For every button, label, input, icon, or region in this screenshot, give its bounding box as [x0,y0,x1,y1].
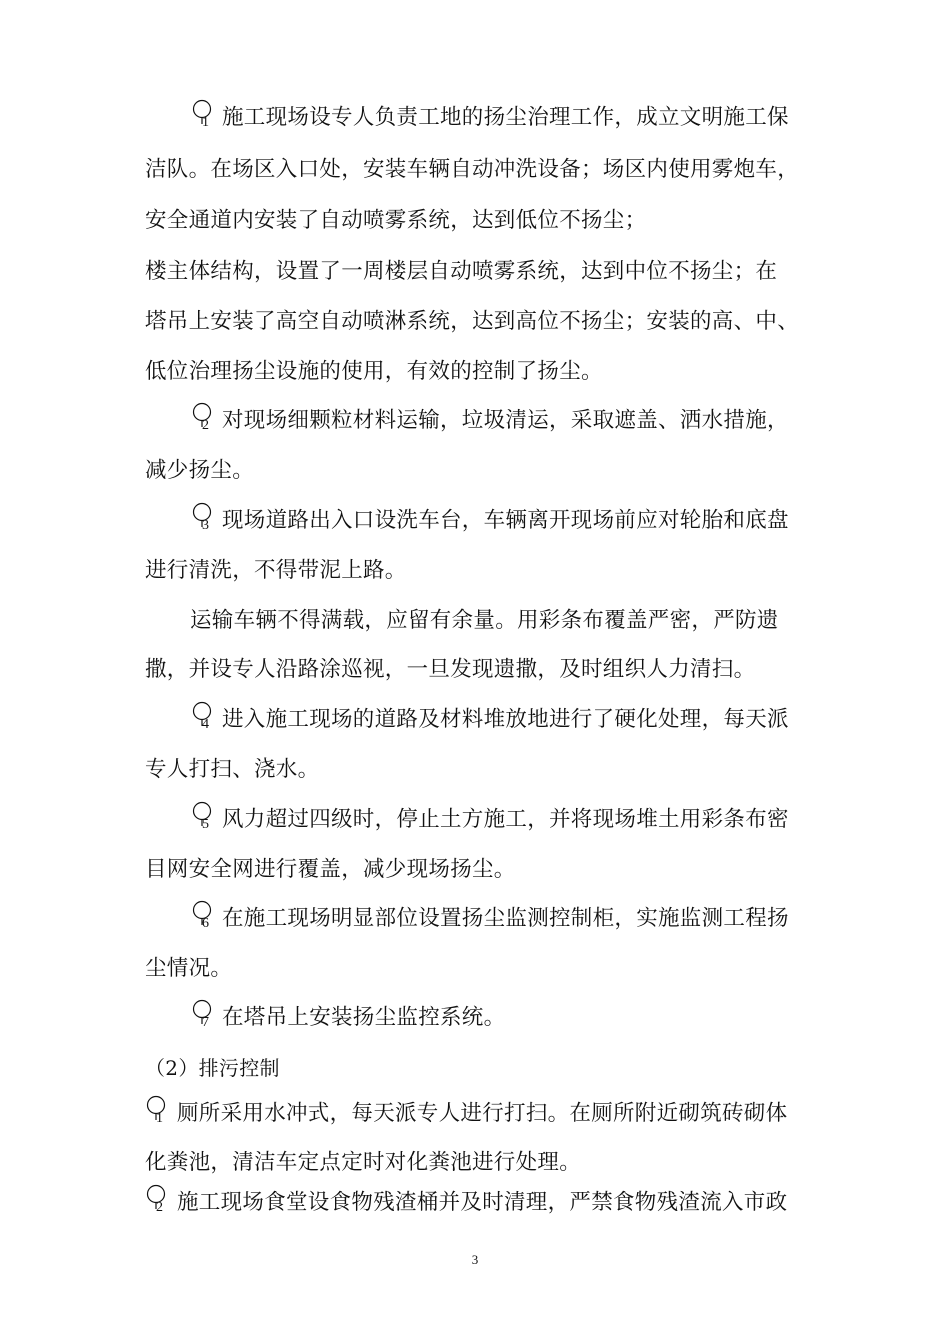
section-heading: （2）排污控制 [145,1056,280,1080]
paragraph-line: 厕所采用水冲式，每天派专人进行打扫。在厕所附近砌筑砖砌体 [177,1101,788,1126]
paragraph-line: 安全通道内安装了自动喷雾系统，达到低位不扬尘； [145,208,647,233]
paragraph-line: 减少扬尘。 [145,458,255,483]
paragraph-line: 化粪池，清洁车定点定时对化粪池进行处理。 [145,1150,582,1175]
paragraph-line: 楼主体结构，设置了一周楼层自动喷雾系统，达到中位不扬尘；在 [145,259,778,284]
paragraph-line: 尘情况。 [145,956,233,981]
paragraph-line: 低位治理扬尘设施的使用，有效的控制了扬尘。 [145,359,603,384]
marker-number: 1 [202,115,209,130]
paragraph-line: 撒，并设专人沿路涂巡视，一旦发现遗撒，及时组织人力清扫。 [145,657,756,682]
marker-number: 7 [202,1015,209,1030]
paragraph-line: 现场道路出入口设洗车台，车辆离开现场前应对轮胎和底盘 [222,508,789,533]
page-number: 3 [471,1252,479,1267]
marker-number: 5 [202,817,209,832]
paragraph-line: 在施工现场明显部位设置扬尘监测控制柜，实施监测工程扬 [222,906,789,931]
paragraph-line: 专人打扫、浇水。 [145,757,320,782]
marker-number: 3 [202,518,209,533]
paragraph-line: 进入施工现场的道路及材料堆放地进行了硬化处理，每天派 [222,707,789,732]
marker-number: 6 [202,916,209,931]
paragraph-line: 风力超过四级时，停止土方施工，并将现场堆土用彩条布密 [222,807,789,832]
marker-number: 2 [156,1200,163,1215]
paragraph-line: 洁队。在场区入口处，安装车辆自动冲洗设备；场区内使用雾炮车， [145,157,800,182]
marker-number: 1 [156,1111,163,1126]
paragraph-line: 目网安全网进行覆盖，减少现场扬尘。 [145,857,516,882]
paragraph-line: 施工现场设专人负责工地的扬尘治理工作，成立文明施工保 [222,105,789,130]
marker-number: 2 [202,418,209,433]
paragraph-line: 在塔吊上安装扬尘监控系统。 [222,1005,506,1030]
paragraph-line: 施工现场食堂设食物残渣桶并及时清理，严禁食物残渣流入市政 [177,1190,788,1215]
paragraph-line: 运输车辆不得满载，应留有余量。用彩条布覆盖严密，严防遗 [190,608,779,633]
paragraph-line: 对现场细颗粒材料运输，垃圾清运，采取遮盖、洒水措施， [222,408,789,433]
paragraph-line: 进行清洗，不得带泥上路。 [145,558,407,583]
paragraph-line: 塔吊上安装了高空自动喷淋系统，达到高位不扬尘；安装的高、中、 [145,309,800,334]
marker-number: 4 [202,717,209,732]
